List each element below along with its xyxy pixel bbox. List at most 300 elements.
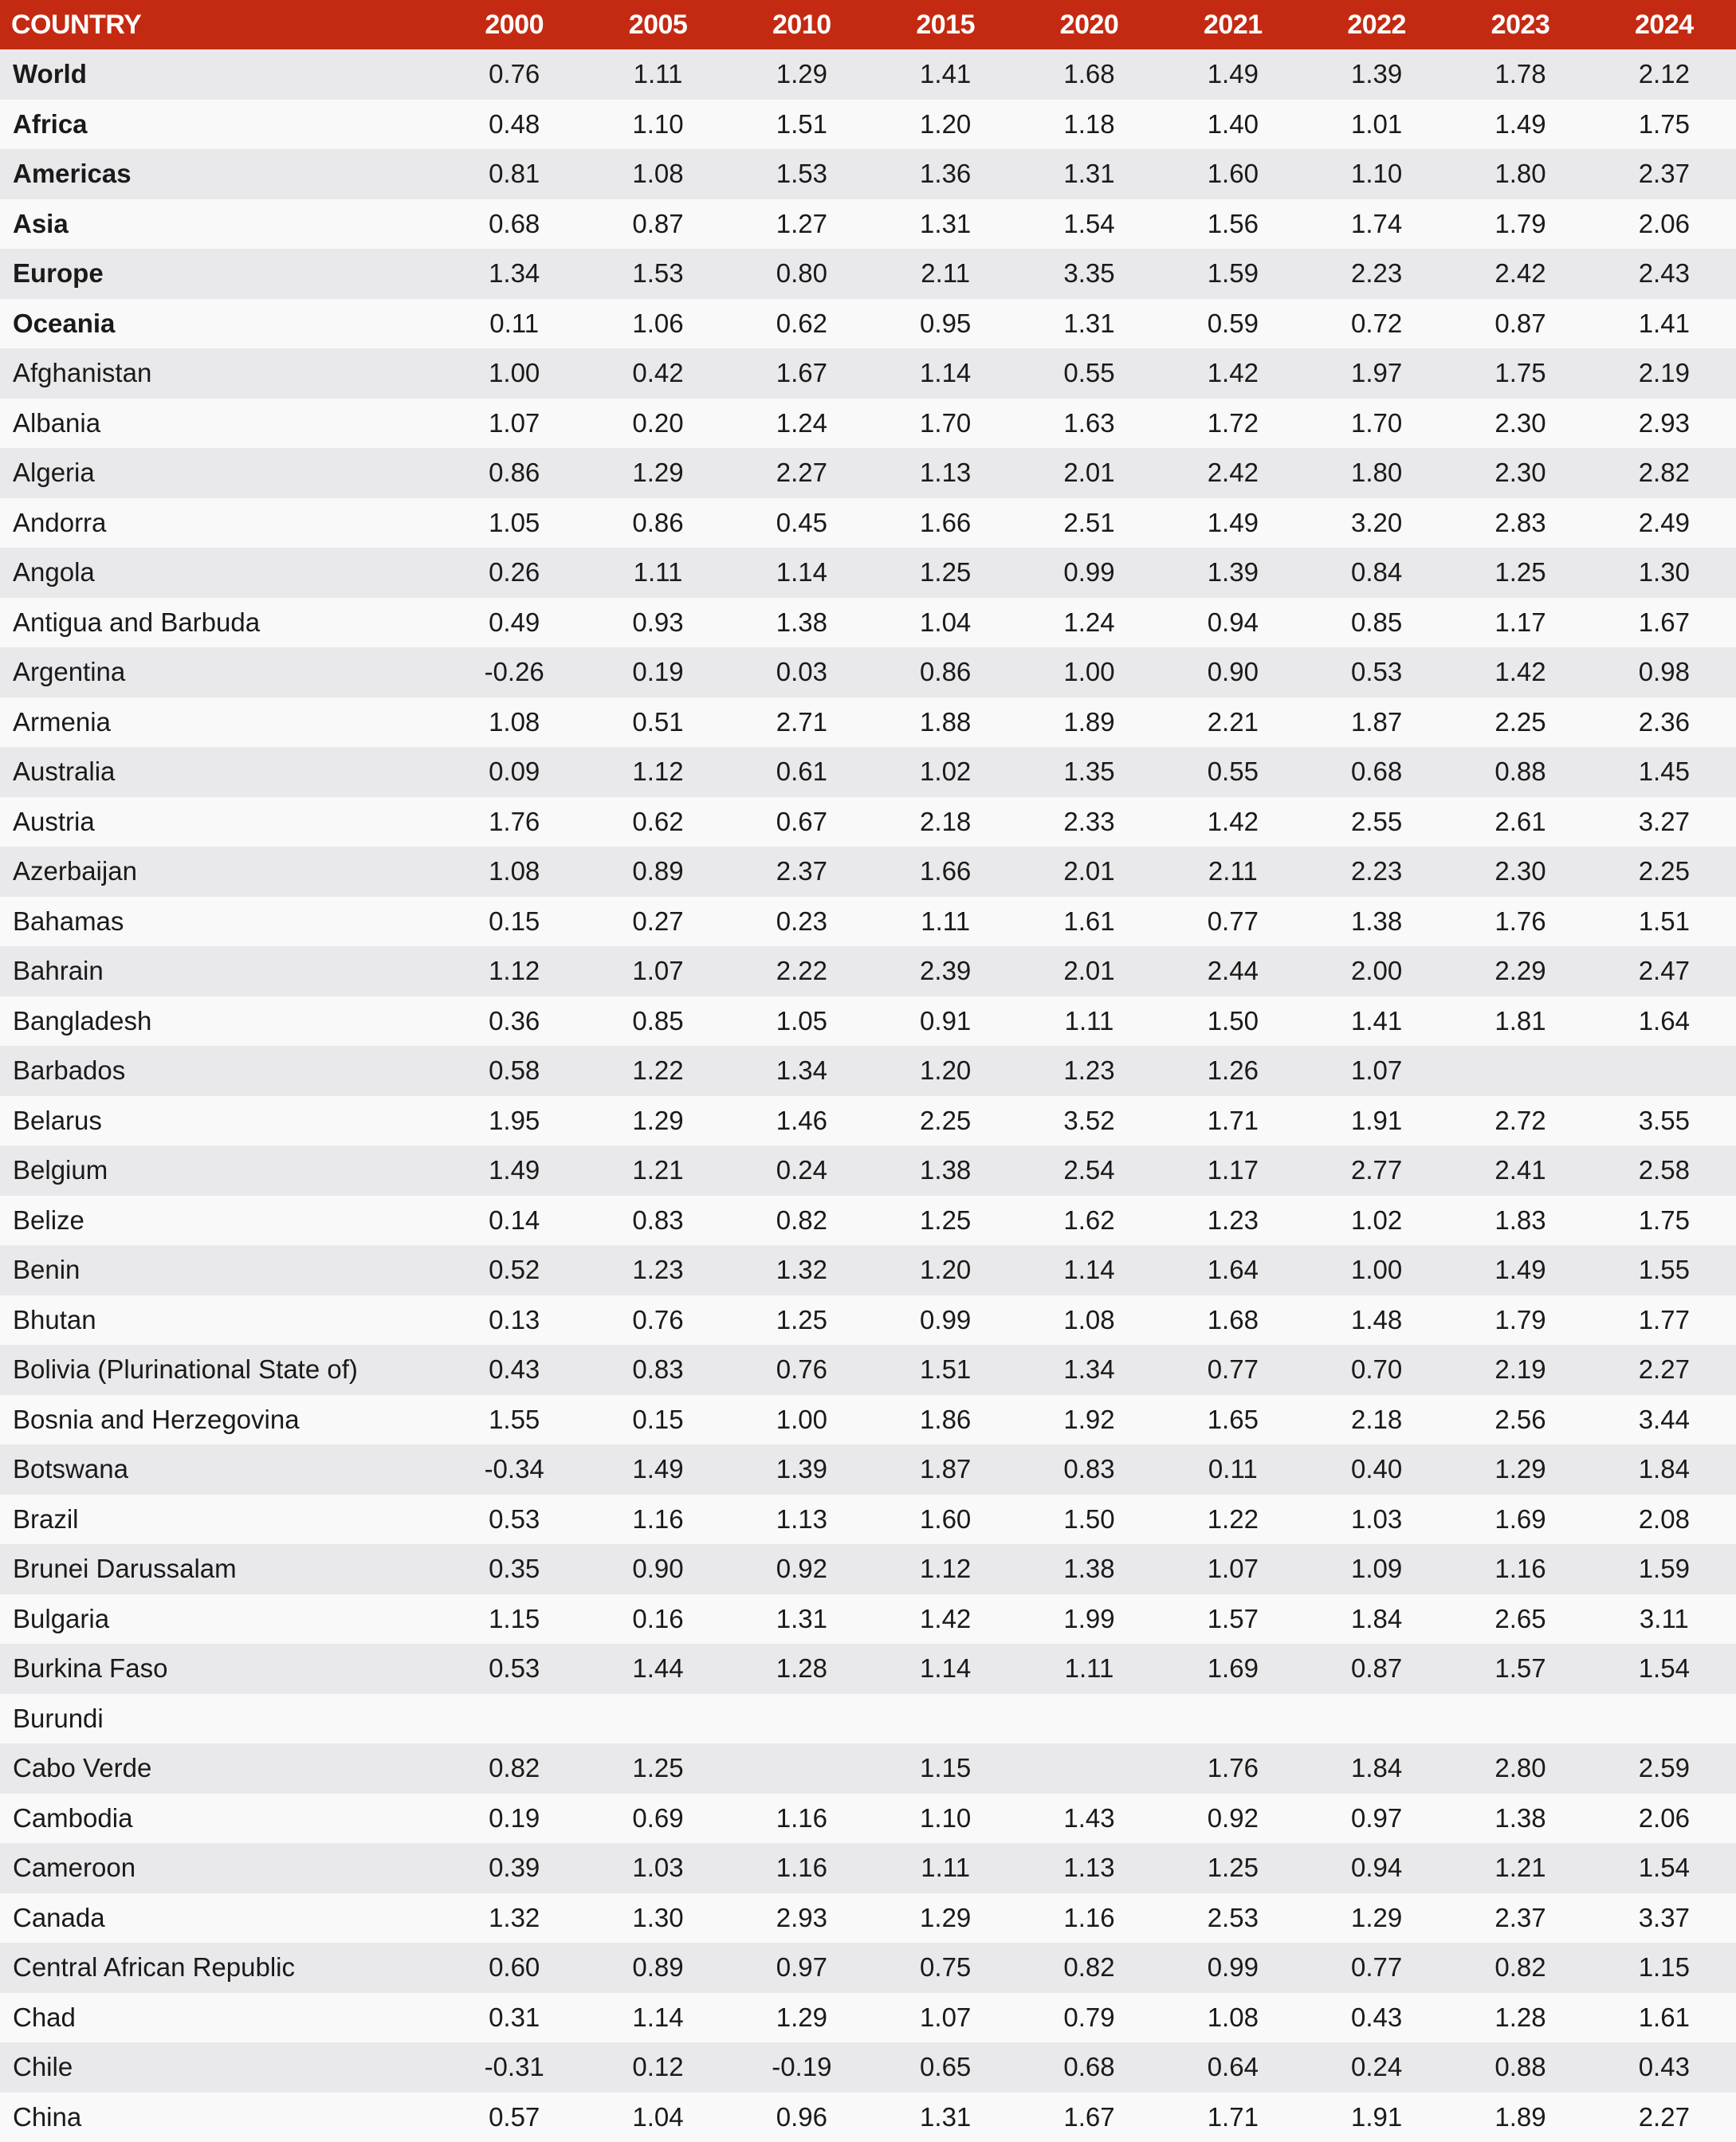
table-cell: 0.59: [1161, 299, 1305, 349]
table-cell: 1.39: [1161, 548, 1305, 598]
table-cell: 0.15: [442, 897, 586, 947]
table-cell: 0.24: [1305, 2042, 1448, 2093]
table-cell: 0.43: [442, 1345, 586, 1395]
table-cell: 1.38: [730, 598, 874, 648]
table-cell: [1017, 1694, 1161, 1744]
table-cell: 2.33: [1017, 797, 1161, 847]
table-cell: 1.43: [1017, 1794, 1161, 1844]
table-cell: 1.49: [442, 1146, 586, 1196]
table-cell: 1.95: [442, 1096, 586, 1146]
table-row: [0, 946, 1736, 996]
table-row: [0, 1694, 1736, 1744]
table-cell: 2.11: [874, 249, 1017, 299]
table-cell: 2.30: [1448, 847, 1592, 897]
country-name: Chile: [0, 2042, 442, 2093]
table-cell: 1.38: [1448, 1794, 1592, 1844]
table-cell: 1.51: [874, 1345, 1017, 1395]
table-cell: 0.77: [1161, 1345, 1305, 1395]
table-cell: 1.13: [874, 448, 1017, 498]
table-cell: 0.62: [730, 299, 874, 349]
table-cell: 1.92: [1017, 1395, 1161, 1445]
table-cell: 1.84: [1305, 1743, 1448, 1794]
table-row: [0, 996, 1736, 1047]
table-cell: 1.17: [1448, 598, 1592, 648]
table-cell: 1.11: [1017, 1644, 1161, 1694]
table-row: [0, 1843, 1736, 1893]
table-cell: 0.77: [1161, 897, 1305, 947]
table-cell: 1.71: [1161, 1096, 1305, 1146]
table-row: [0, 1495, 1736, 1545]
table-cell: 1.44: [586, 1644, 729, 1694]
table-row: [0, 249, 1736, 299]
table-cell: 1.31: [1017, 149, 1161, 199]
table-cell: [1593, 1694, 1736, 1744]
table-cell: 0.39: [442, 1843, 586, 1893]
table-cell: 0.40: [1305, 1444, 1448, 1495]
table-row: [0, 698, 1736, 748]
table-cell: 0.43: [1593, 2042, 1736, 2093]
table-cell: 1.34: [730, 1046, 874, 1096]
table-cell: 3.44: [1593, 1395, 1736, 1445]
table-cell: 1.78: [1448, 49, 1592, 100]
table-cell: 0.76: [442, 49, 586, 100]
table-cell: 0.57: [442, 2093, 586, 2142]
table-cell: 0.68: [1305, 747, 1448, 797]
table-cell: 2.47: [1593, 946, 1736, 996]
table-cell: 1.25: [1161, 1843, 1305, 1893]
table-cell: 1.29: [586, 448, 729, 498]
table-cell: 1.64: [1593, 996, 1736, 1047]
table-cell: 0.53: [442, 1644, 586, 1694]
table-cell: 2.29: [1448, 946, 1592, 996]
country-name: Angola: [0, 548, 442, 598]
table-cell: 0.24: [730, 1146, 874, 1196]
table-row: [0, 1046, 1736, 1096]
table-cell: 1.25: [730, 1295, 874, 1346]
table-cell: 1.88: [874, 698, 1017, 748]
country-name: Africa: [0, 100, 442, 150]
table-cell: 0.55: [1017, 348, 1161, 399]
table-cell: 2.01: [1017, 847, 1161, 897]
table-cell: 1.84: [1593, 1444, 1736, 1495]
table-cell: 1.34: [442, 249, 586, 299]
table-cell: 1.60: [874, 1495, 1017, 1545]
table-cell: 1.91: [1305, 2093, 1448, 2142]
table-cell: 0.48: [442, 100, 586, 150]
table-cell: 1.17: [1161, 1146, 1305, 1196]
table-cell: 0.72: [1305, 299, 1448, 349]
table-cell: 2.58: [1593, 1146, 1736, 1196]
table-cell: 0.99: [874, 1295, 1017, 1346]
table-cell: 3.55: [1593, 1096, 1736, 1146]
table-cell: 1.83: [1448, 1196, 1592, 1246]
table-cell: 1.46: [730, 1096, 874, 1146]
table-cell: 1.29: [1448, 1444, 1592, 1495]
table-cell: 1.62: [1017, 1196, 1161, 1246]
table-cell: 0.94: [1305, 1843, 1448, 1893]
table-cell: 1.99: [1017, 1594, 1161, 1645]
table-cell: 2.71: [730, 698, 874, 748]
table-row: [0, 797, 1736, 847]
table-cell: 1.42: [1448, 647, 1592, 698]
table-cell: 1.69: [1448, 1495, 1592, 1545]
table-cell: 1.38: [1305, 897, 1448, 947]
table-cell: 1.35: [1017, 747, 1161, 797]
table-cell: 1.87: [1305, 698, 1448, 748]
table-cell: -0.31: [442, 2042, 586, 2093]
table-cell: 1.29: [730, 1993, 874, 2043]
table-cell: 1.57: [1161, 1594, 1305, 1645]
table-cell: 0.82: [1017, 1943, 1161, 1993]
table-cell: 1.31: [874, 2093, 1017, 2142]
country-name: Asia: [0, 199, 442, 250]
table-cell: 2.30: [1448, 399, 1592, 449]
country-name: Burkina Faso: [0, 1644, 442, 1694]
table-cell: 1.63: [1017, 399, 1161, 449]
table-cell: 2.18: [1305, 1395, 1448, 1445]
table-cell: 2.11: [1161, 847, 1305, 897]
table-row: [0, 847, 1736, 897]
table-cell: 1.30: [1593, 548, 1736, 598]
table-cell: 1.01: [1305, 100, 1448, 150]
table-cell: 1.16: [730, 1843, 874, 1893]
table-cell: 0.19: [442, 1794, 586, 1844]
header-row: [0, 0, 1736, 49]
table-cell: 3.52: [1017, 1096, 1161, 1146]
table-cell: 2.65: [1448, 1594, 1592, 1645]
table-cell: 2.42: [1161, 448, 1305, 498]
country-name: Oceania: [0, 299, 442, 349]
table-cell: 0.82: [730, 1196, 874, 1246]
table-cell: 2.77: [1305, 1146, 1448, 1196]
country-name: Bolivia (Plurinational State of): [0, 1345, 442, 1395]
table-row: [0, 399, 1736, 449]
table-cell: 1.84: [1305, 1594, 1448, 1645]
table-cell: 0.19: [586, 647, 729, 698]
table-cell: 1.04: [586, 2093, 729, 2142]
table-cell: [874, 1694, 1017, 1744]
column-header-year: 2021: [1161, 0, 1305, 49]
table-cell: 2.54: [1017, 1146, 1161, 1196]
country-name: Bhutan: [0, 1295, 442, 1346]
table-cell: 1.24: [730, 399, 874, 449]
table-cell: 1.08: [1017, 1295, 1161, 1346]
table-cell: 0.20: [586, 399, 729, 449]
table-cell: 1.87: [874, 1444, 1017, 1495]
table-cell: 0.87: [1305, 1644, 1448, 1694]
table-cell: 1.49: [586, 1444, 729, 1495]
column-header-country: COUNTRY: [0, 0, 442, 49]
table-cell: 1.11: [586, 548, 729, 598]
table-cell: 1.00: [442, 348, 586, 399]
table-cell: 0.49: [442, 598, 586, 648]
table-cell: 2.80: [1448, 1743, 1592, 1794]
table-cell: 1.49: [1448, 100, 1592, 150]
table-cell: 0.83: [586, 1196, 729, 1246]
table-cell: 1.67: [730, 348, 874, 399]
table-cell: 1.11: [1017, 996, 1161, 1047]
table-cell: 1.68: [1161, 1295, 1305, 1346]
country-name: China: [0, 2093, 442, 2142]
country-name: Andorra: [0, 498, 442, 548]
table-cell: 2.06: [1593, 1794, 1736, 1844]
table-cell: 1.53: [586, 249, 729, 299]
table-cell: 1.38: [1017, 1544, 1161, 1594]
table-cell: 2.42: [1448, 249, 1592, 299]
table-cell: 0.45: [730, 498, 874, 548]
country-name: World: [0, 49, 442, 100]
column-header-year: 2005: [586, 0, 729, 49]
table-cell: 1.25: [586, 1743, 729, 1794]
table-cell: 1.50: [1161, 996, 1305, 1047]
table-cell: 1.10: [874, 1794, 1017, 1844]
table-row: [0, 100, 1736, 150]
table-row: [0, 647, 1736, 698]
table-cell: 2.37: [1448, 1893, 1592, 1944]
table-cell: 0.09: [442, 747, 586, 797]
table-cell: 0.61: [730, 747, 874, 797]
country-name: Bahrain: [0, 946, 442, 996]
table-cell: 1.29: [1305, 1893, 1448, 1944]
table-cell: 1.60: [1161, 149, 1305, 199]
table-cell: 3.20: [1305, 498, 1448, 548]
table-cell: 1.72: [1161, 399, 1305, 449]
table-cell: 1.14: [1017, 1245, 1161, 1295]
table-cell: 1.03: [1305, 1495, 1448, 1545]
table-cell: 1.86: [874, 1395, 1017, 1445]
table-cell: 1.29: [874, 1893, 1017, 1944]
table-cell: 1.00: [1305, 1245, 1448, 1295]
table-cell: [1593, 1046, 1736, 1096]
table-cell: 0.97: [1305, 1794, 1448, 1844]
table-cell: 1.07: [586, 946, 729, 996]
table-cell: 1.38: [874, 1146, 1017, 1196]
table-cell: 2.37: [730, 847, 874, 897]
table-cell: 1.07: [442, 399, 586, 449]
table-cell: 0.82: [442, 1743, 586, 1794]
table-cell: 2.30: [1448, 448, 1592, 498]
table-cell: 1.80: [1448, 149, 1592, 199]
table-cell: 1.77: [1593, 1295, 1736, 1346]
table-cell: 1.74: [1305, 199, 1448, 250]
table-cell: 1.02: [874, 747, 1017, 797]
table-cell: 1.14: [586, 1993, 729, 2043]
table-cell: 1.76: [1448, 897, 1592, 947]
table-cell: 0.52: [442, 1245, 586, 1295]
table-cell: 1.34: [1017, 1345, 1161, 1395]
table-cell: 1.22: [586, 1046, 729, 1096]
table-row: [0, 598, 1736, 648]
table-cell: 1.70: [874, 399, 1017, 449]
table-row: [0, 1146, 1736, 1196]
column-header-year: 2022: [1305, 0, 1448, 49]
table-cell: 1.04: [874, 598, 1017, 648]
table-cell: 1.66: [874, 847, 1017, 897]
table-cell: [1448, 1046, 1592, 1096]
table-row: [0, 1993, 1736, 2043]
table-cell: 0.27: [586, 897, 729, 947]
country-name: Afghanistan: [0, 348, 442, 399]
table-cell: 0.85: [586, 996, 729, 1047]
table-cell: 2.36: [1593, 698, 1736, 748]
table-cell: 2.49: [1593, 498, 1736, 548]
table-cell: 0.97: [730, 1943, 874, 1993]
table-cell: 1.32: [442, 1893, 586, 1944]
table-row: [0, 149, 1736, 199]
country-name: Benin: [0, 1245, 442, 1295]
table-cell: 1.49: [1448, 1245, 1592, 1295]
table-cell: 1.18: [1017, 100, 1161, 150]
table-cell: 1.75: [1593, 1196, 1736, 1246]
table-cell: 1.67: [1017, 2093, 1161, 2142]
country-name: Belize: [0, 1196, 442, 1246]
country-name: Bahamas: [0, 897, 442, 947]
table-cell: 2.61: [1448, 797, 1592, 847]
table-cell: 0.67: [730, 797, 874, 847]
column-header-year: 2000: [442, 0, 586, 49]
table-cell: 0.93: [586, 598, 729, 648]
table-cell: 2.83: [1448, 498, 1592, 548]
table-cell: 1.79: [1448, 199, 1592, 250]
table-cell: 1.68: [1017, 49, 1161, 100]
table-cell: 1.16: [1448, 1544, 1592, 1594]
table-row: [0, 1444, 1736, 1495]
table-cell: 0.87: [1448, 299, 1592, 349]
country-name: Austria: [0, 797, 442, 847]
table-cell: 0.16: [586, 1594, 729, 1645]
table-cell: 1.25: [874, 1196, 1017, 1246]
table-cell: 1.13: [1017, 1843, 1161, 1893]
table-cell: 0.65: [874, 2042, 1017, 2093]
table-cell: 1.39: [1305, 49, 1448, 100]
table-cell: 0.43: [1305, 1993, 1448, 2043]
table-cell: 1.28: [1448, 1993, 1592, 2043]
table-cell: 0.11: [442, 299, 586, 349]
country-name: Cabo Verde: [0, 1743, 442, 1794]
table-cell: 1.29: [586, 1096, 729, 1146]
country-name: Barbados: [0, 1046, 442, 1096]
table-cell: 1.11: [874, 897, 1017, 947]
table-cell: 1.12: [586, 747, 729, 797]
country-name: Belgium: [0, 1146, 442, 1196]
table-cell: 1.41: [1305, 996, 1448, 1047]
table-cell: 0.77: [1305, 1943, 1448, 1993]
country-name: Belarus: [0, 1096, 442, 1146]
table-row: [0, 1794, 1736, 1844]
table-cell: 0.80: [730, 249, 874, 299]
table-cell: 1.07: [1161, 1544, 1305, 1594]
table-row: [0, 1196, 1736, 1246]
table-cell: 0.68: [1017, 2042, 1161, 2093]
table-cell: 1.89: [1017, 698, 1161, 748]
country-name: Central African Republic: [0, 1943, 442, 1993]
table-cell: 1.75: [1593, 100, 1736, 150]
table-row: [0, 299, 1736, 349]
table-cell: 1.10: [1305, 149, 1448, 199]
table-cell: [1305, 1694, 1448, 1744]
country-name: Chad: [0, 1993, 442, 2043]
table-row: [0, 1295, 1736, 1346]
table-row: [0, 2042, 1736, 2093]
table-cell: 0.14: [442, 1196, 586, 1246]
table-cell: 1.15: [442, 1594, 586, 1645]
table-cell: 0.11: [1161, 1444, 1305, 1495]
table-cell: 1.54: [1593, 1644, 1736, 1694]
table-cell: 1.08: [442, 847, 586, 897]
table-cell: 2.25: [874, 1096, 1017, 1146]
table-cell: 0.92: [730, 1544, 874, 1594]
table-cell: 1.45: [1593, 747, 1736, 797]
table-cell: 1.27: [730, 199, 874, 250]
table-cell: 0.13: [442, 1295, 586, 1346]
table-cell: 1.07: [874, 1993, 1017, 2043]
table-cell: 0.83: [1017, 1444, 1161, 1495]
table-cell: 0.90: [1161, 647, 1305, 698]
table-cell: 0.42: [586, 348, 729, 399]
country-name: Argentina: [0, 647, 442, 698]
country-name: Canada: [0, 1893, 442, 1944]
table-cell: 1.31: [874, 199, 1017, 250]
table-cell: 1.69: [1161, 1644, 1305, 1694]
table-cell: 0.76: [586, 1295, 729, 1346]
table-cell: 2.19: [1448, 1345, 1592, 1395]
table-cell: 1.21: [586, 1146, 729, 1196]
table-cell: 1.24: [1017, 598, 1161, 648]
table-cell: 2.44: [1161, 946, 1305, 996]
table-cell: 2.23: [1305, 249, 1448, 299]
table-cell: 1.10: [586, 100, 729, 150]
table-cell: 0.94: [1161, 598, 1305, 648]
table-cell: 3.37: [1593, 1893, 1736, 1944]
table-cell: 1.23: [1017, 1046, 1161, 1096]
table-cell: 1.29: [730, 49, 874, 100]
table-cell: 2.27: [1593, 1345, 1736, 1395]
table-cell: 1.20: [874, 100, 1017, 150]
table-cell: 0.89: [586, 1943, 729, 1993]
table-cell: 0.03: [730, 647, 874, 698]
table-cell: 0.53: [1305, 647, 1448, 698]
table-cell: -0.34: [442, 1444, 586, 1495]
table-cell: 2.82: [1593, 448, 1736, 498]
table-cell: 0.83: [586, 1345, 729, 1395]
table-cell: 1.00: [1017, 647, 1161, 698]
table-cell: 0.36: [442, 996, 586, 1047]
table-row: [0, 1096, 1736, 1146]
table-cell: 0.31: [442, 1993, 586, 2043]
table-cell: 2.51: [1017, 498, 1161, 548]
table-cell: 1.71: [1161, 2093, 1305, 2142]
table-cell: 1.05: [442, 498, 586, 548]
table-row: [0, 348, 1736, 399]
table-cell: 1.42: [1161, 348, 1305, 399]
table-cell: 0.95: [874, 299, 1017, 349]
table-cell: 1.12: [874, 1544, 1017, 1594]
table-cell: 1.41: [1593, 299, 1736, 349]
table-cell: 1.61: [1593, 1993, 1736, 2043]
table-cell: 2.27: [730, 448, 874, 498]
table-cell: -0.26: [442, 647, 586, 698]
table-cell: 1.30: [586, 1893, 729, 1944]
table-cell: 1.56: [1161, 199, 1305, 250]
table-row: [0, 199, 1736, 250]
country-name: Australia: [0, 747, 442, 797]
table-cell: [730, 1743, 874, 1794]
table-cell: 1.53: [730, 149, 874, 199]
table-cell: 1.40: [1161, 100, 1305, 150]
table-cell: 1.16: [1017, 1893, 1161, 1944]
table-cell: 1.16: [730, 1794, 874, 1844]
table-row: [0, 1594, 1736, 1645]
